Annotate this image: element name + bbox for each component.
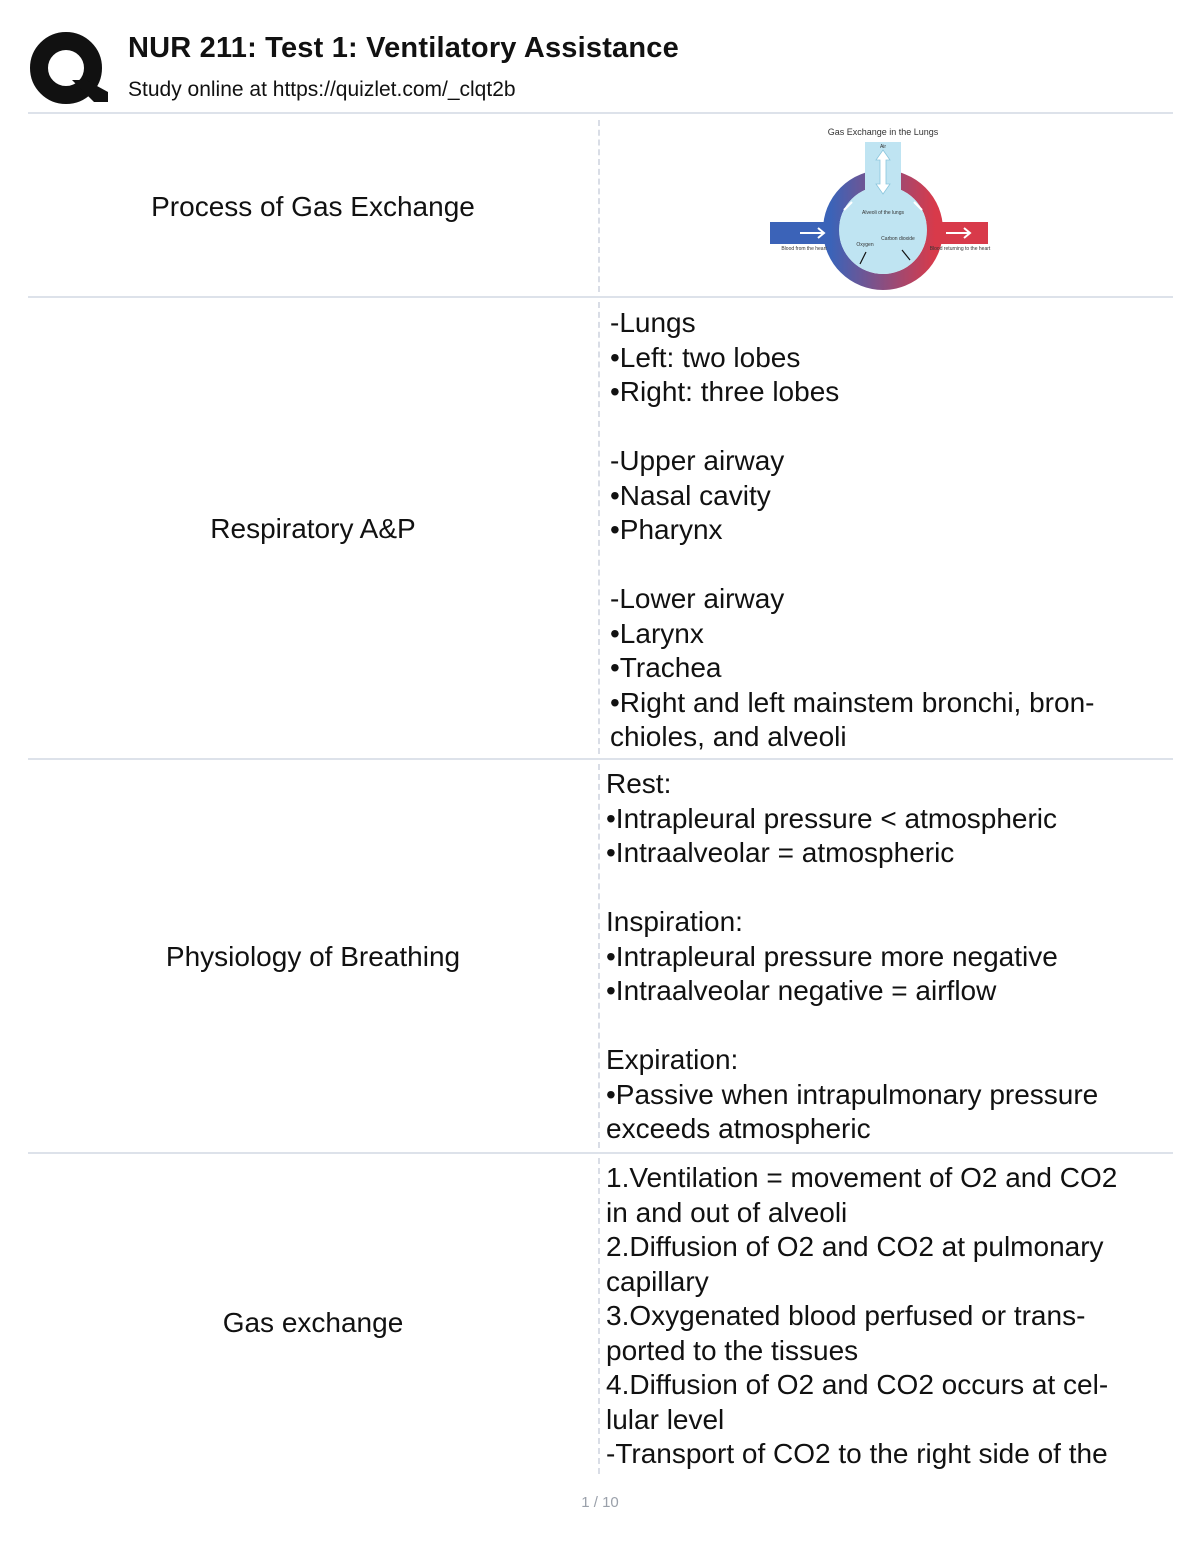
blank-line — [610, 548, 1170, 583]
card-term: Respiratory A&P — [210, 513, 416, 544]
air-label: Air — [879, 144, 887, 150]
oxygen-label: Oxygen — [856, 242, 874, 248]
co2-label: Carbon dioxide — [881, 236, 915, 242]
quizlet-logo-icon — [28, 30, 108, 110]
definition-line: -Upper airway — [610, 445, 785, 476]
card-row — [28, 760, 1173, 1154]
definition-line: •Right and left mainstem bronchi, bron- — [610, 686, 1095, 718]
page-number: 1 / 10 — [581, 1494, 619, 1511]
definition-line: Inspiration: — [606, 906, 743, 937]
definition-line: 2.Diffusion of O2 and CO2 at pulmonary — [606, 1231, 1104, 1262]
study-link[interactable]: Study online at https://quizlet.com/_clqt2b — [128, 78, 516, 101]
blood-in-label: Blood from the heart — [781, 246, 827, 252]
card-definition — [606, 767, 1166, 1147]
definition-line: capillary — [606, 1265, 709, 1297]
definition-line: Rest: — [606, 768, 672, 799]
definition-line: Expiration: — [606, 1044, 739, 1075]
definition-line: •Pharynx — [610, 514, 723, 545]
definition-line: •Intrapleural pressure < atmospheric — [606, 802, 1058, 834]
definition-line: •Passive when intrapulmonary pressure — [606, 1078, 1099, 1110]
header-divider — [28, 112, 1173, 114]
page-header — [28, 26, 1188, 116]
definition-line: •Trachea — [610, 652, 722, 683]
definition-line: •Right: three lobes — [610, 376, 840, 407]
card-row — [28, 298, 1173, 760]
definition-line: -Lower airway — [610, 583, 785, 614]
diagram-title: Gas Exchange in the Lungs — [827, 127, 939, 137]
blood-out-label: Blood returning to the heart — [929, 246, 991, 252]
definition-line: •Left: two lobes — [610, 341, 801, 373]
definition-line: ported to the tissues — [606, 1334, 859, 1366]
card-term: Physiology of Breathing — [165, 941, 461, 972]
column-divider — [598, 764, 600, 1148]
definition-line: 3.Oxygenated blood perfused or trans- — [606, 1300, 1086, 1331]
definition-line: 4.Diffusion of O2 and CO2 occurs at cel- — [606, 1369, 1109, 1400]
definition-line: •Intrapleural pressure more negative — [606, 940, 1058, 972]
blank-line — [606, 1009, 1166, 1044]
column-divider — [598, 1158, 600, 1474]
definition-line: in and out of alveoli — [606, 1196, 848, 1228]
blank-line — [606, 871, 1166, 906]
card-row — [28, 116, 1173, 298]
definition-line: -Transport of CO2 to the right side of the — [606, 1438, 1108, 1469]
definition-line: exceeds atmospheric — [606, 1113, 871, 1144]
column-divider — [598, 302, 600, 754]
card-term: Gas exchange — [222, 1307, 404, 1338]
alveoli-label: Alveoli of the lungs — [862, 210, 904, 216]
card-definition — [610, 306, 1170, 755]
definition-line: •Nasal cavity — [610, 479, 771, 511]
page-title: NUR 211: Test 1: Ventilatory Assistance — [128, 32, 679, 64]
definition-line: 1.Ventilation = movement of O2 and CO2 — [606, 1162, 1118, 1193]
blank-line — [610, 410, 1170, 445]
card-row — [28, 1154, 1173, 1480]
definition-line: chioles, and alveoli — [610, 721, 847, 752]
definition-line: •Intraalveolar = atmospheric — [606, 837, 955, 868]
card-term: Process of Gas Exchange — [151, 191, 475, 222]
card-definition — [606, 1161, 1166, 1472]
column-divider — [598, 120, 600, 292]
definition-line: •Intraalveolar negative = airflow — [606, 975, 997, 1006]
definition-line: lular level — [606, 1403, 725, 1435]
gas-exchange-diagram — [768, 122, 998, 292]
definition-line: •Larynx — [610, 617, 704, 649]
definition-line: -Lungs — [610, 307, 696, 338]
